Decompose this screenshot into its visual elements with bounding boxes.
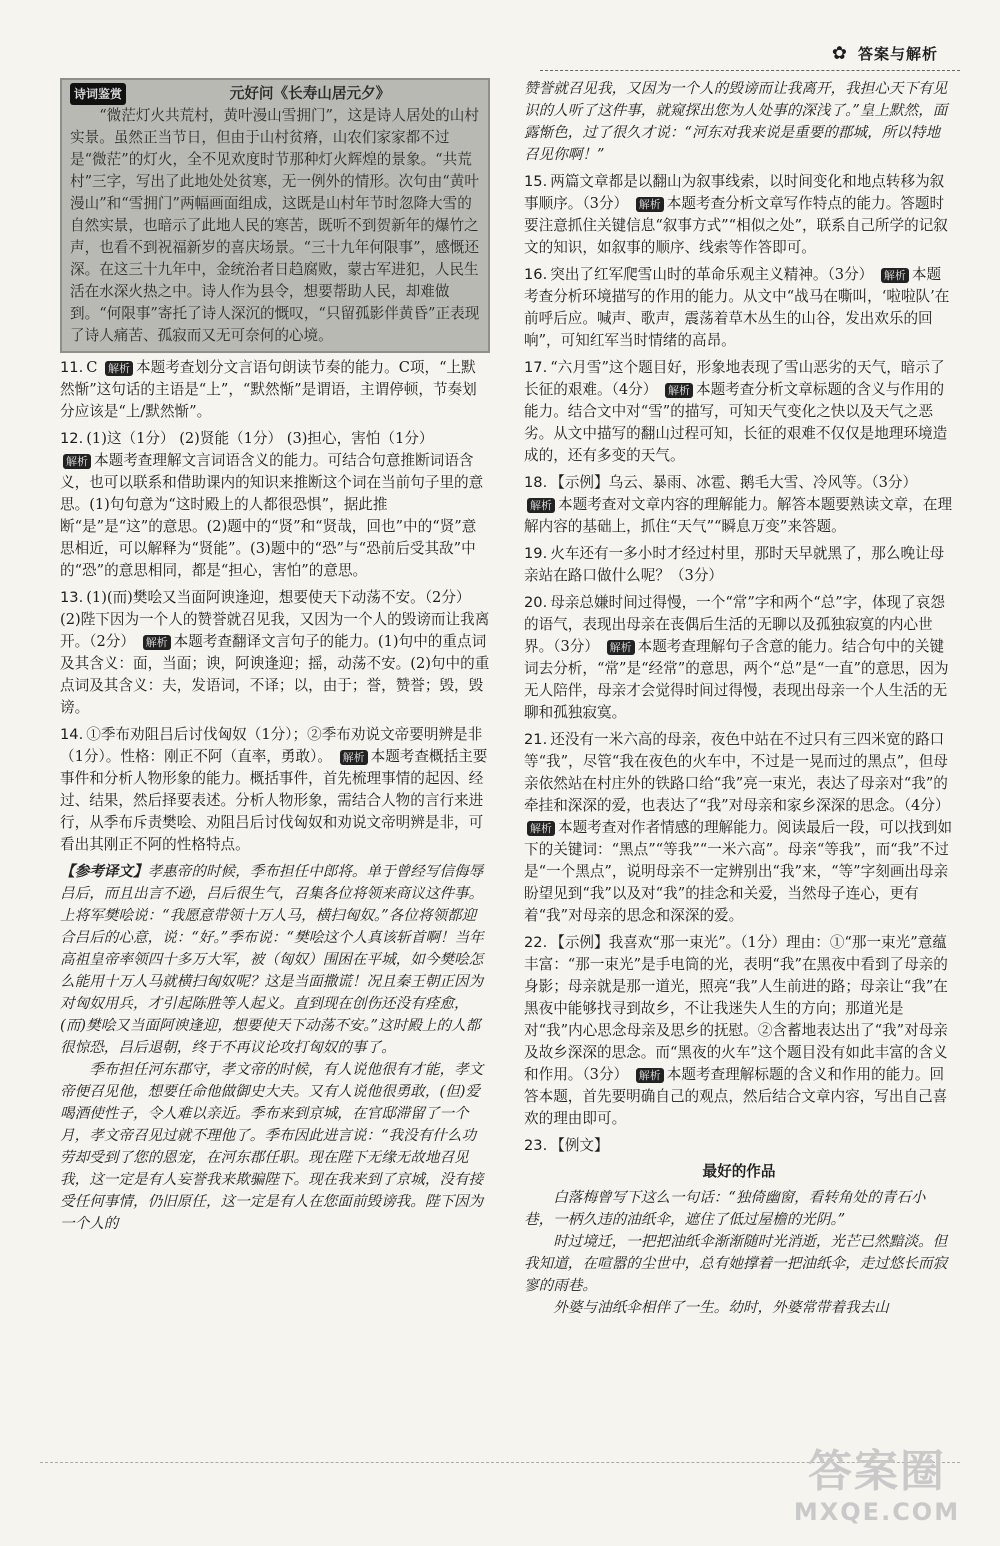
left-column (60, 78, 490, 1240)
answer-13 (60, 587, 490, 719)
answer-text: (1)这（1分） (2)贤能（1分） (3)担心，害怕（1分） (86, 430, 434, 447)
answer-number: 20. (524, 594, 548, 611)
answer-text: (1)(而)樊哙又当面阿谀逢迎，想要使天下动荡不安。（2分） (2)陛下因为一个人的赞誉就召见我，又因为一个人的毁谤而让我离开。（2分） (60, 589, 490, 650)
box-heading: 元好问《长寿山居元夕》 (229, 85, 391, 102)
answer-20 (524, 592, 954, 724)
analysis-text: 本题考查分析文章标题的含义与作用的能力。结合文中对“雪”的描写，可知天气变化之快以及天气之恶劣。从文中描写的翻山过程可知，长征的艰难不仅仅是地理环境造成的，还有多变的天气。 (524, 381, 948, 464)
answer-number: 21. (524, 731, 548, 748)
answer-text: 突出了红军爬雪山时的革命乐观主义精神。（3分） (550, 266, 874, 283)
answer-number: 18. (524, 474, 548, 491)
answer-text: 【示例】我喜欢“那一束光”。（1分）理由：①“那一束光”意蕴丰富：“那一束光”是手电筒的光，表明“我”在黑夜中看到了母亲的身影；母亲就是那一道光，照亮“我”人生前进的路；母亲让“我”在黑夜中能够找寻到故乡，不让我迷失人生的方向；那道光是对“我”内心思念母亲及思乡的抚慰。②含蓄地表达出了“我”对母亲及故乡深深的思念。而“黑夜的火车”这个题目没有如此丰富的含义和作用。（3分） (524, 934, 948, 1083)
right-column (524, 78, 954, 1324)
answer-text: 【例文】 (550, 1137, 609, 1154)
reference-heading: 【参考译文】 (60, 863, 148, 880)
answer-number: 14. (60, 726, 84, 743)
answer-18 (524, 472, 954, 538)
answer-14 (60, 724, 490, 856)
answer-23 (524, 1135, 954, 1319)
header-divider (540, 70, 960, 71)
answer-number: 19. (524, 545, 548, 562)
page-header (832, 38, 938, 68)
analysis-tag: 解析 (63, 454, 91, 469)
analysis-tag: 解析 (636, 1068, 664, 1083)
answer-22 (524, 932, 954, 1130)
analysis-text: 本题考查理解句子含意的能力。结合句中的关键词去分析，“常”是“经常”的意思，两个“总”是“一直”的意思，因为无人陪伴，母亲才会觉得时间过得慢，表现出母亲一个人生活的无聊和孤独寂寞。 (524, 638, 949, 721)
answer-text: “六月雪”这个题目好，形象地表现了雪山恶劣的天气，暗示了长征的艰难。（4分） (524, 359, 945, 398)
essay-paragraph-2: 时过境迁，一把把油纸伞渐渐随时光消逝，光芒已然黯淡。但我知道，在喧嚣的尘世中，总有她撑着一把油纸伞，走过悠长而寂寥的雨巷。 (524, 1233, 948, 1294)
analysis-tag: 解析 (143, 635, 171, 650)
mascot-icon: ✿ (831, 42, 848, 64)
analysis-tag: 解析 (636, 197, 664, 212)
answer-number: 11. (60, 359, 84, 376)
watermark-logo (772, 1446, 982, 1536)
answer-15 (524, 171, 954, 259)
box-label: 诗词鉴赏 (70, 83, 126, 105)
answer-number: 22. (524, 934, 548, 951)
watermark-url: MXQE.COM (793, 1498, 961, 1526)
answer-text: 火车还有一多小时才经过村里，那时天早就黑了，那么晚让母亲站在路口做什么呢？（3分） (524, 545, 945, 584)
analysis-tag: 解析 (665, 383, 693, 398)
analysis-text: 本题考查分析文章写作特点的能力。答题时要注意抓住关键信息“叙事方式”“相似之处”，联系自己所学的记叙文的知识，如叙事的顺序、线索等作答即可。 (524, 195, 948, 256)
analysis-tag: 解析 (607, 640, 635, 655)
analysis-text: 本题考查理解标题的含义和作用的能力。回答本题，首先要明确自己的观点，然后结合文章内容，写出自己喜欢的理由即可。 (524, 1066, 948, 1127)
reference-translation-continued: 赞誉就召见我，又因为一个人的毁谤而让我离开，我担心天下有见识的人听了这件事，就窥探出您为人处事的深浅了。”皇上默然，面露惭色，过了很久才说：“河东对我来说是重要的郡城，所以特地召见你啊！” (524, 80, 948, 163)
analysis-text: 本题考查对作者情感的理解能力。阅读最后一段，可以找到如下的关键词：“黑点”“等我”“一米六高”。母亲“等我”，而“我”不过是“一个黑点”，说明母亲不一定辨别出“我”来，“等”字刻画出母亲盼望见到“我”以及对“我”的挂念和关爱，当然母子连心，更有着“我”对母亲的思念和深深的爱。 (524, 819, 953, 924)
analysis-tag: 解析 (527, 821, 555, 836)
analysis-text: 本题考查分析环境描写的作用的能力。从文中“战马在嘶叫，‘啦啦队’在前呼后应。喊声、歌声，震荡着草木丛生的山谷，发出欢乐的回响”，可知红军当时情绪的高昂。 (524, 266, 950, 349)
answer-text: 还没有一米六高的母亲，夜色中站在不过只有三四米宽的路口等“我”，尽管“我在夜色的火车中，不过是一晃而过的黑点”，但母亲依然站在村庄外的铁路口给“我”亮一束光，表达了母亲对“我”的牵挂和深深的爱，也表达了“我”对母亲和家乡深深的思念。（4分） (524, 731, 950, 814)
answer-19 (524, 543, 954, 587)
answer-21 (524, 729, 954, 927)
header-title: 答案与解析 (857, 44, 938, 63)
essay-paragraph-1: 白落梅曾写下这么一句话：“独倚幽窗，看转角处的青石小巷，一柄久违的油纸伞，遮住了低过屋檐的光阴。” (524, 1189, 926, 1228)
answer-text: C (86, 359, 98, 376)
poem-appreciation-box (60, 78, 490, 353)
box-text: “微茫灯火共荒村，黄叶漫山雪拥门”，这是诗人居处的山村实景。虽然正当节日，但由于山村贫瘠，山农们家家都不过是“微茫”的灯火，全不见欢度时节那种灯火辉煌的景象。“共荒村”三字，写出了此地处处贫寒，无一例外的情形。次句由“黄叶漫山”和“雪拥门”两幅画面组成，这既是山村年节时忽降大雪的自然实景，也暗示了此地人民的寒苦，既听不到贺新年的爆竹之声，也看不到祝福新岁的喜庆场景。“三十九年何限事”，感慨还深。在这三十九年中，金统治者日趋腐败，蒙古军进犯，人民生活在水深火热之中。诗人作为县令，想要帮助人民，却难做到。“何限事”寄托了诗人深沉的慨叹，“只留孤影伴黄昏”正表现了诗人痛苦、孤寂而又无可奈何的心境。 (70, 107, 480, 344)
answer-text: ①季布劝阻吕后讨伐匈奴（1分）；②季布劝说文帝要明辨是非（1分）。性格：刚正不阿（直率，勇敢）。 (60, 726, 483, 765)
analysis-tag: 解析 (105, 361, 133, 376)
answer-11 (60, 357, 490, 423)
reference-paragraph-2: 季布担任河东郡守，孝文帝的时候，有人说他很有才能，孝文帝便召见他，想要任命他做御史大夫。又有人说他很勇敢，(但)爱喝酒使性子，令人难以亲近。季布来到京城，在官邸滞留了一个月，孝文帝召见过就不理他了。季布因此进言说：“我没有什么功劳却受到了您的恩宠，在河东郡任职。现在陛下无缘无故地召见我，这一定是有人妄誉我来欺骗陛下。现在我来到了京城，没有接受任何事情，仍旧原任，这一定是有人在您面前毁谤我。陛下因为一个人的 (60, 1061, 484, 1232)
answer-number: 23. (524, 1137, 548, 1154)
essay-paragraph-3: 外婆与油纸伞相伴了一生。幼时，外婆常带着我去山 (553, 1299, 889, 1316)
answer-12 (60, 428, 490, 582)
answer-17 (524, 357, 954, 467)
answer-text: 两篇文章都是以翻山为叙事线索，以时间变化和地点转移为叙事顺序。（3分） (524, 173, 945, 212)
answer-number: 15. (524, 173, 548, 190)
box-title-row (70, 83, 480, 105)
reference-paragraph-1: 孝惠帝的时候，季布担任中郎将。单于曾经写信侮辱吕后，而且出言不逊，吕后很生气，召集各位将领来商议这件事。上将军樊哙说：“我愿意带领十万人马，横扫匈奴。”各位将领都迎合吕后的心意，说：“好。”季布说：“樊哙这个人真该斩首啊！当年高祖皇帝率领四十多万大军，被（匈奴）围困在平城，如今樊哙怎么能用十万人马就横扫匈奴呢？这是当面撒谎！况且秦王朝正因为对匈奴用兵，才引起陈胜等人起义。直到现在创伤还没有痊愈，(而)樊哙又当面阿谀逢迎，想要使天下动荡不安。”这时殿上的人都很惊恐，吕后退朝，终于不再议论攻打匈奴的事了。 (60, 863, 484, 1056)
analysis-text: 本题考查划分文言语句朗读节奏的能力。C项，“上默然惭”这句话的主语是“上”，“默然惭”是谓语，主谓停顿，节奏划分应该是“上/默然惭”。 (60, 359, 477, 420)
answer-text: 母亲总嫌时间过得慢，一个“常”字和两个“总”字，体现了哀怨的语气，表现出母亲在丧偶后生活的无聊以及孤独寂寞的内心世界。（3分） (524, 594, 945, 655)
answer-number: 13. (60, 589, 84, 606)
answer-number: 17. (524, 359, 548, 376)
answer-number: 16. (524, 266, 548, 283)
reference-translation (60, 861, 490, 1235)
analysis-tag: 解析 (527, 498, 555, 513)
answer-16 (524, 264, 954, 352)
essay-title: 最好的作品 (702, 1163, 776, 1180)
analysis-text: 本题考查理解文言词语含义的能力。可结合句意推断词语含义，也可以联系和借助课内的知识来推断这个词在当前句子里的意思。(1)句句意为“这时殿上的人都很恐惧”，据此推断“是”是“这”的意思。(2)题中的“贤”和“贤哉，回也”中的“贤”意思相近，可以解释为“贤能”。(3)题中的“恐”与“恐前后受其敌”中的“恐”的意思相同，都是“担心，害怕”的意思。 (60, 452, 484, 579)
answer-number: 12. (60, 430, 84, 447)
watermark-title: 答案圈 (808, 1446, 946, 1497)
analysis-tag: 解析 (881, 268, 909, 283)
answer-text: 【示例】乌云、暴雨、冰雹、鹅毛大雪、冷风等。（3分） (550, 474, 918, 491)
analysis-text: 本题考查对文章内容的理解能力。解答本题要熟读文章，在理解内容的基础上，抓住“天气”“瞬息万变”来答题。 (524, 496, 953, 535)
analysis-tag: 解析 (340, 750, 368, 765)
analysis-text: 本题考查概括主要事件和分析人物形象的能力。概括事件，首先梳理事情的起因、经过、结果，然后择要表述。分析人物形象，需结合人物的言行来进行，从季布斥责樊哙、劝阻吕后讨伐匈奴和劝说文帝明辨是非，可看出其刚正不阿的性格特点。 (60, 748, 488, 853)
analysis-text: 本题考查翻译文言句子的能力。(1)句中的重点词及其含义：面，当面；谀，阿谀逢迎；摇，动荡不安。(2)句中的重点词及其含义：夫，发语词，不译；以，由于；誉，赞誉；毁，毁谤。 (60, 633, 490, 716)
